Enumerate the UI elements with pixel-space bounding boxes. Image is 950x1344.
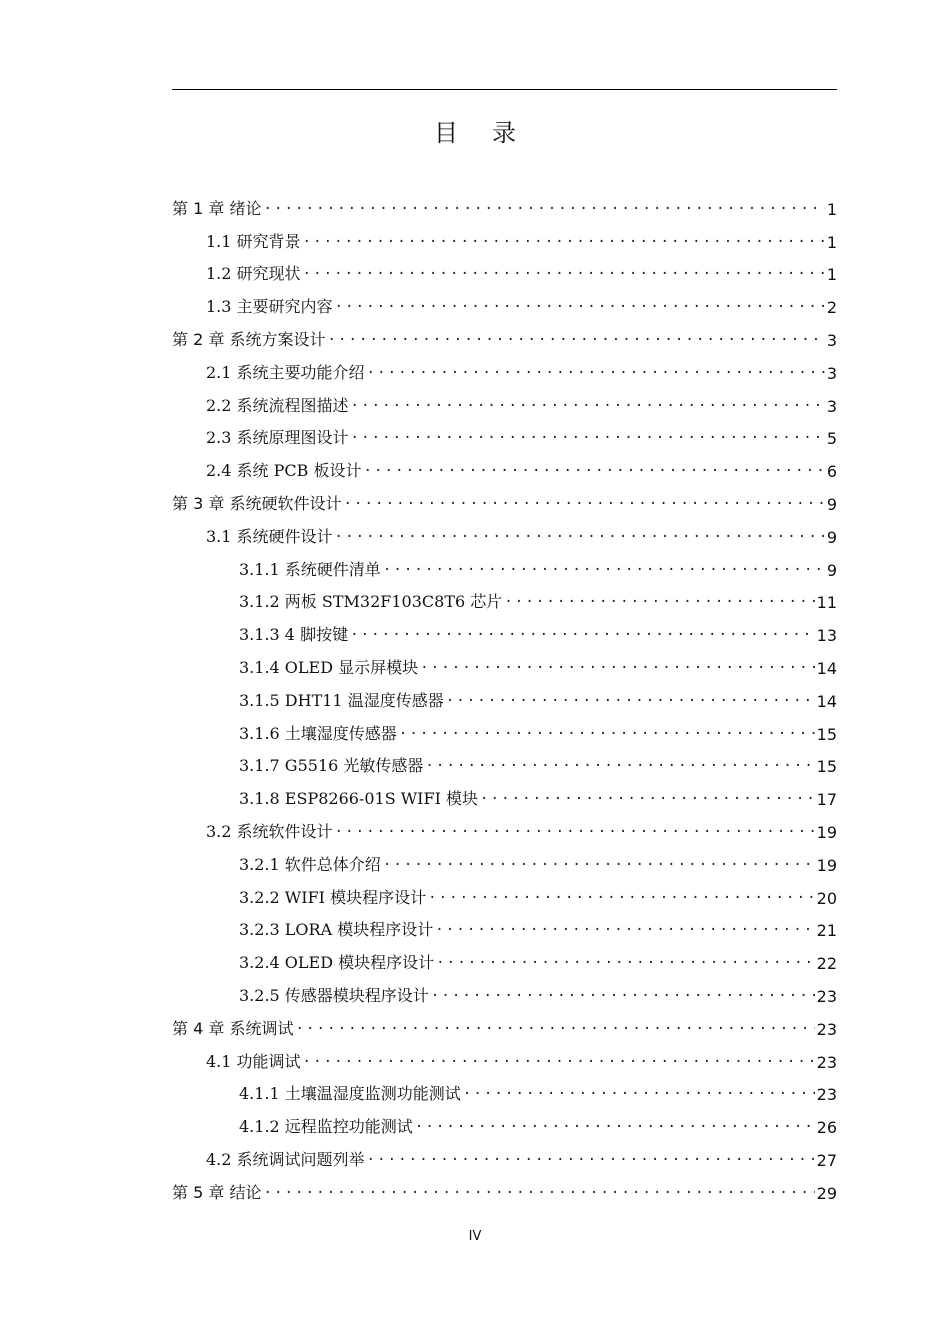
toc-leader-dots — [436, 951, 815, 979]
toc-leader-dots — [431, 984, 815, 1012]
toc-entry-page: 2 — [826, 298, 837, 318]
toc-entry-label: 2.2 系统流程图描述 — [206, 395, 349, 415]
toc-entry-label: 3.2.1 软件总体介绍 — [239, 854, 381, 874]
header-rule — [172, 89, 837, 90]
toc-entry-page: 15 — [816, 724, 837, 744]
toc-entry-label: 4.2 系统调试问题列举 — [206, 1149, 365, 1169]
toc-entry[interactable] — [172, 1045, 837, 1078]
toc-entry[interactable] — [172, 225, 837, 258]
toc-entry[interactable] — [172, 684, 837, 717]
toc-entry[interactable] — [172, 815, 837, 848]
toc-entry-page: 29 — [816, 1183, 837, 1203]
toc-entry[interactable] — [172, 258, 837, 291]
toc-entry-page: 3 — [826, 363, 837, 383]
toc-leader-dots — [351, 426, 825, 454]
toc-leader-dots — [350, 623, 815, 651]
toc-leader-dots — [435, 918, 814, 946]
toc-entry-page: 20 — [816, 888, 837, 908]
toc-entry[interactable] — [172, 192, 837, 225]
toc-entry-page: 13 — [816, 626, 837, 646]
toc-entry[interactable] — [172, 553, 837, 586]
toc-leader-dots — [428, 886, 815, 914]
toc-entry-label: 3.1.2 两板 STM32F103C8T6 芯片 — [239, 592, 503, 612]
toc-entry-page: 9 — [826, 560, 837, 580]
toc-entry-page: 1 — [826, 199, 837, 219]
toc-entry-page: 3 — [826, 330, 837, 350]
toc-entry-label: 3.1.3 4 脚按键 — [239, 625, 349, 645]
toc-leader-dots — [335, 525, 825, 553]
toc-leader-dots — [263, 197, 824, 225]
toc-entry-label: 第 4 章 系统调试 — [172, 1018, 294, 1038]
toc-leader-dots — [367, 361, 825, 389]
toc-entry[interactable] — [172, 290, 837, 323]
toc-leader-dots — [303, 262, 825, 290]
toc-entry-label: 第 5 章 结论 — [172, 1182, 262, 1202]
toc-entry-label: 3.2 系统软件设计 — [206, 821, 333, 841]
toc-entry-label: 4.1.2 远程监控功能测试 — [239, 1117, 413, 1137]
toc-leader-dots — [383, 558, 825, 586]
toc-leader-dots — [367, 1148, 815, 1176]
toc-entry-page: 23 — [816, 1019, 837, 1039]
toc-entry-label: 3.1.1 系统硬件清单 — [239, 559, 381, 579]
toc-entry-label: 3.2.4 OLED 模块程序设计 — [239, 953, 435, 973]
toc-entry-page: 3 — [826, 396, 837, 416]
toc-entry-page: 9 — [826, 527, 837, 547]
toc-entry-page: 17 — [816, 790, 837, 810]
toc-entry-label: 第 2 章 系统方案设计 — [172, 329, 326, 349]
toc-entry-page: 19 — [816, 855, 837, 875]
toc-leader-dots — [363, 459, 824, 487]
toc-entry[interactable] — [172, 586, 837, 619]
toc-entry-page: 14 — [816, 658, 837, 678]
toc-entry-label: 3.1.4 OLED 显示屏模块 — [239, 657, 419, 677]
toc-entry-page: 9 — [826, 494, 837, 514]
toc-leader-dots — [335, 820, 815, 848]
toc-leader-dots — [463, 1082, 815, 1110]
toc-entry-label: 3.1.5 DHT11 温湿度传感器 — [239, 690, 444, 710]
toc-leader-dots — [446, 689, 815, 717]
toc-entry[interactable] — [172, 750, 837, 783]
toc-leader-dots — [335, 295, 825, 323]
toc-leader-dots — [295, 1017, 814, 1045]
toc-entry[interactable] — [172, 1110, 837, 1143]
toc-entry-label: 1.2 研究现状 — [206, 264, 301, 284]
toc-entry-page: 23 — [816, 986, 837, 1006]
toc-entry-label: 4.1 功能调试 — [206, 1051, 301, 1071]
toc-entry-page: 26 — [816, 1118, 837, 1138]
toc-entry[interactable] — [172, 454, 837, 487]
toc-leader-dots — [480, 787, 815, 815]
toc-entry[interactable] — [172, 323, 837, 356]
toc-entry-page: 1 — [826, 232, 837, 252]
toc-entry-label: 1.3 主要研究内容 — [206, 297, 333, 317]
toc-leader-dots — [343, 492, 824, 520]
toc-entry-label: 3.1.6 土壤湿度传感器 — [239, 723, 397, 743]
toc-leader-dots — [425, 754, 814, 782]
page-title-left: 目 — [434, 119, 458, 147]
toc-entry-page: 6 — [826, 462, 837, 482]
toc-leader-dots — [399, 722, 815, 750]
toc-entry-page: 27 — [816, 1150, 837, 1170]
toc-leader-dots — [303, 230, 825, 258]
toc-entry-page: 22 — [816, 954, 837, 974]
page-number: IV — [468, 1229, 482, 1244]
toc-leader-dots — [504, 590, 814, 618]
toc-entry[interactable] — [172, 1012, 837, 1045]
toc-entry-label: 3.2.2 WIFI 模块程序设计 — [239, 887, 427, 907]
toc-entry-label: 3.1.7 G5516 光敏传感器 — [239, 756, 424, 776]
toc-entry[interactable] — [172, 520, 837, 553]
toc-leader-dots — [263, 1181, 814, 1209]
toc-entry-page: 14 — [816, 691, 837, 711]
page-title-right: 录 — [492, 119, 516, 147]
toc-entry[interactable] — [172, 651, 837, 684]
toc-entry[interactable] — [172, 717, 837, 750]
toc-leader-dots — [303, 1050, 815, 1078]
toc-entry-label: 2.3 系统原理图设计 — [206, 428, 349, 448]
toc-leader-dots — [383, 853, 815, 881]
toc-entry-page: 5 — [826, 429, 837, 449]
toc-leader-dots — [420, 656, 815, 684]
toc-entry[interactable] — [172, 1078, 837, 1111]
toc-entry-label: 2.1 系统主要功能介绍 — [206, 362, 365, 382]
toc-entry[interactable] — [172, 1176, 837, 1209]
toc-entry-page: 23 — [816, 1085, 837, 1105]
toc-entry[interactable] — [172, 1143, 837, 1176]
toc-leader-dots — [415, 1115, 815, 1143]
table-of-contents — [172, 192, 837, 1209]
toc-entry[interactable] — [172, 487, 837, 520]
toc-entry[interactable] — [172, 848, 837, 881]
toc-entry[interactable] — [172, 356, 837, 389]
toc-entry-page: 15 — [816, 757, 837, 777]
toc-entry[interactable] — [172, 946, 837, 979]
toc-entry-page: 1 — [826, 265, 837, 285]
toc-entry[interactable] — [172, 881, 837, 914]
toc-entry-label: 3.2.3 LORA 模块程序设计 — [239, 920, 434, 940]
toc-entry-label: 1.1 研究背景 — [206, 231, 301, 251]
toc-entry[interactable] — [172, 782, 837, 815]
toc-leader-dots — [327, 328, 824, 356]
toc-entry-label: 3.1 系统硬件设计 — [206, 526, 333, 546]
toc-entry-label: 3.1.8 ESP8266-01S WIFI 模块 — [239, 789, 479, 809]
toc-entry-label: 2.4 系统 PCB 板设计 — [206, 461, 362, 481]
toc-leader-dots — [351, 394, 825, 422]
toc-entry[interactable] — [172, 422, 837, 455]
toc-entry-page: 19 — [816, 822, 837, 842]
toc-entry-label: 第 3 章 系统硬软件设计 — [172, 493, 342, 513]
toc-entry-label: 第 1 章 绪论 — [172, 198, 262, 218]
toc-entry-page: 21 — [816, 921, 837, 941]
toc-entry-label: 4.1.1 土壤温湿度监测功能测试 — [239, 1084, 461, 1104]
toc-entry[interactable] — [172, 914, 837, 947]
toc-entry[interactable] — [172, 618, 837, 651]
page-title — [0, 113, 950, 148]
toc-entry-label: 3.2.5 传感器模块程序设计 — [239, 985, 429, 1005]
toc-entry-page: 23 — [816, 1052, 837, 1072]
toc-entry-page: 11 — [816, 593, 837, 613]
toc-entry[interactable] — [172, 979, 837, 1012]
toc-entry[interactable] — [172, 389, 837, 422]
